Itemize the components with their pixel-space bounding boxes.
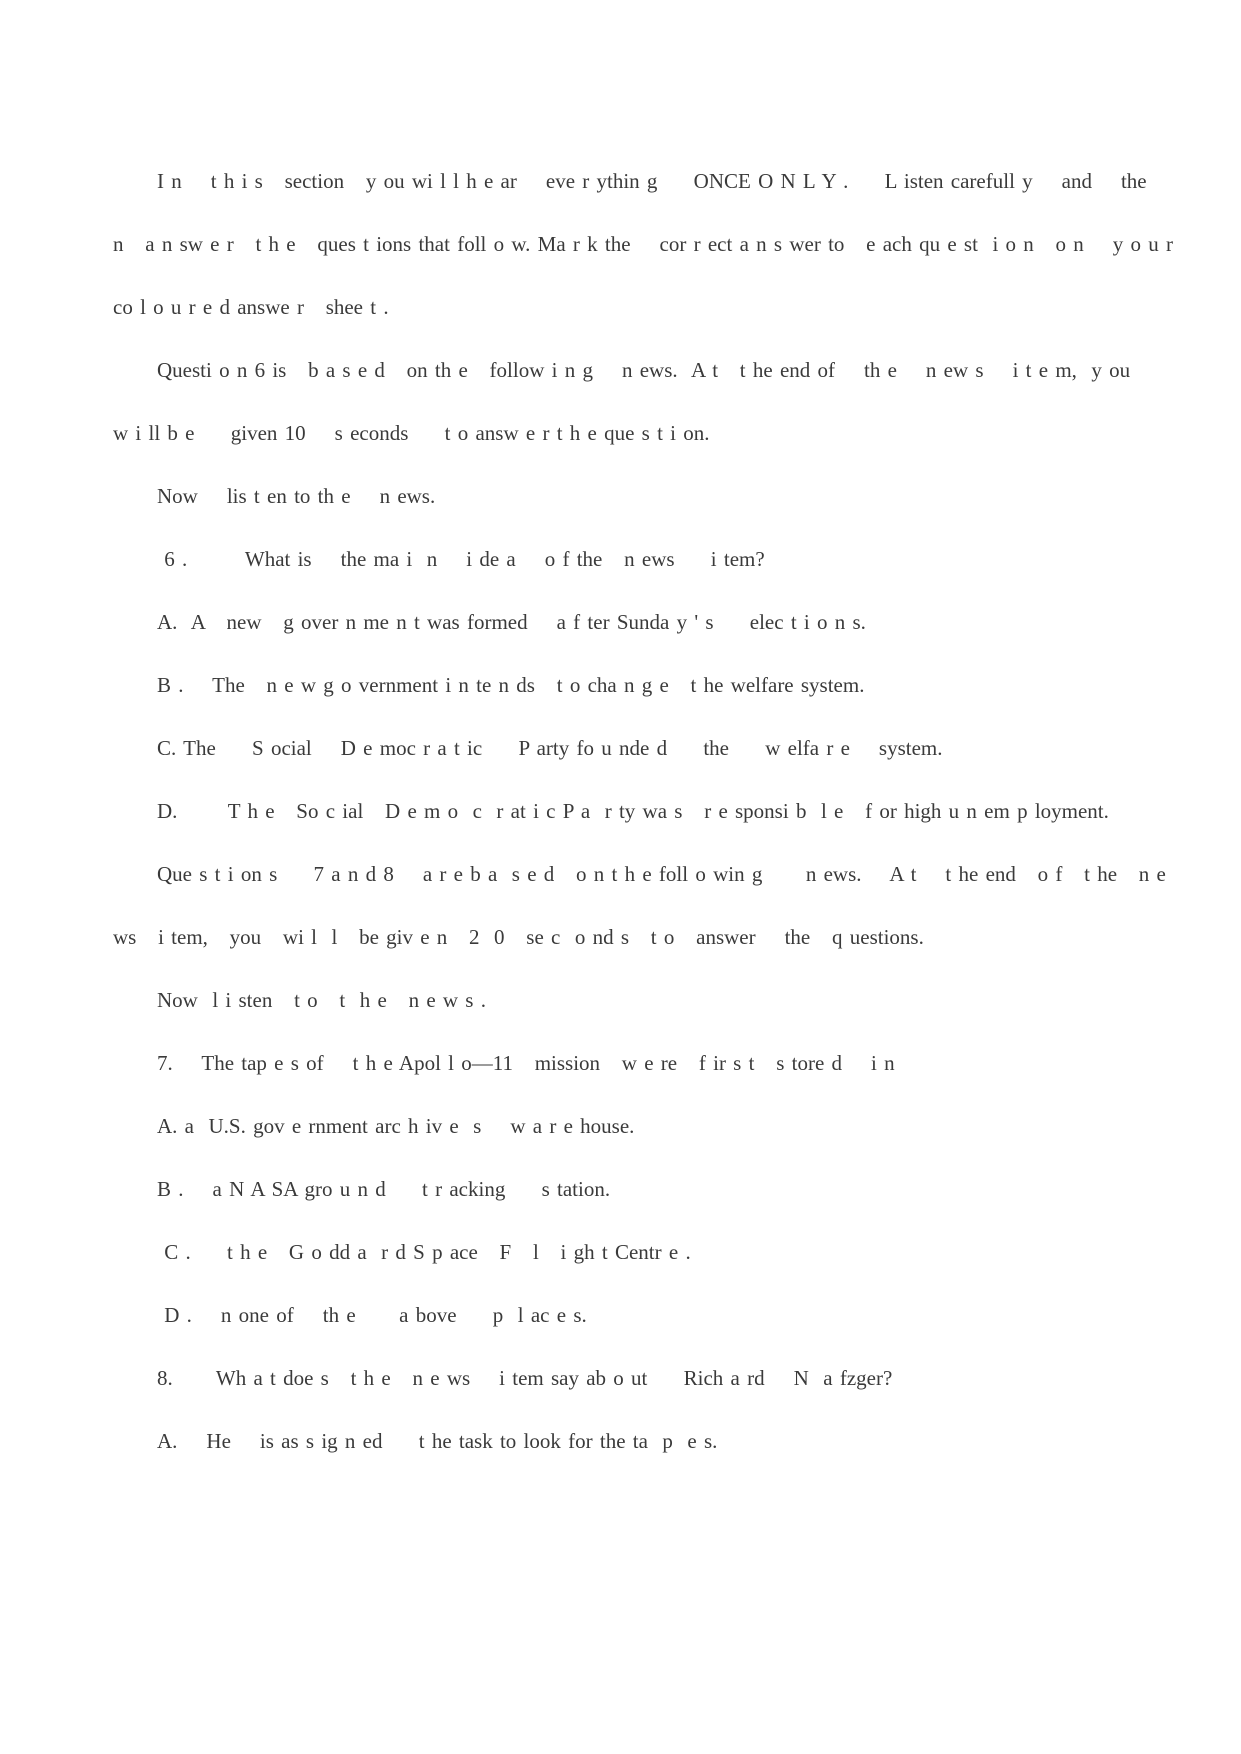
question-7-option-d: D . n one of th e a bove p l ac e s. xyxy=(157,1303,587,1327)
question-8: 8. Wh a t doe s t h e n e ws i tem say ab o ut Rich a rd N a fzger? xyxy=(157,1366,893,1390)
questions-7-8-intro-line-2: ws i tem, you wi l l be giv e n 2 0 se c o nd s t o answer the q uestions. xyxy=(113,925,924,949)
listen-instruction-2: Now l i sten t o t h e n e w s . xyxy=(157,988,486,1012)
section-instructions-line-2: n a n sw e r t h e ques t ions that foll o w. Ma r k the cor r ect a n s wer to e ach qu e st i o n o n y o u r xyxy=(113,232,1174,256)
question-8-option-a: A. He is as s ig n ed t he task to look for the ta p e s. xyxy=(157,1429,718,1453)
section-instructions-line-1: I n t h i s section y ou wi l l h e ar eve r ythin g ONCE O N L Y . L isten carefull y and the xyxy=(157,169,1147,193)
question-6-intro-line-1: Questi o n 6 is b a s e d on th e follow i n g n ews. A t t he end of th e n ew s i t e m, y ou xyxy=(157,358,1131,382)
question-6-option-c: C. The S ocial D e moc r a t ic P arty fo u nde d the w elfa r e system. xyxy=(157,736,943,760)
question-7-option-b: B . a N A SA gro u n d t r acking s tation. xyxy=(157,1177,611,1201)
question-6: 6 . What is the ma i n i de a o f the n ews i tem? xyxy=(157,547,765,571)
section-instructions-line-3: co l o u r e d answe r shee t . xyxy=(113,295,389,319)
question-7-option-c: C . t h e G o dd a r d S p ace F l i gh t Centr e . xyxy=(157,1240,691,1264)
question-6-option-b: B . The n e w g o vernment i n te n ds t o cha n g e t he welfare system. xyxy=(157,673,865,697)
question-6-intro-line-2: w i ll b e given 10 s econds t o answ e r t h e que s t i on. xyxy=(113,421,710,445)
question-7: 7. The tap e s of t h e Apol l o—11 mission w e re f ir s t s tore d i n xyxy=(157,1051,895,1075)
question-6-option-d: D. T h e So c ial D e m o c r at i c P a r ty wa s r e sponsi b l e f or high u n em p loyment. xyxy=(157,799,1109,823)
questions-7-8-intro-line-1: Que s t i on s 7 a n d 8 a r e b a s e d o n t h e foll o win g n ews. A t t he end o f t he n e xyxy=(157,862,1166,886)
question-7-option-a: A. a U.S. gov e rnment arc h iv e s w a r e house. xyxy=(157,1114,635,1138)
question-6-option-a: A. A new g over n me n t was formed a f ter Sunda y ' s elec t i o n s. xyxy=(157,610,866,634)
listen-instruction-1: Now lis t en to th e n ews. xyxy=(157,484,436,508)
